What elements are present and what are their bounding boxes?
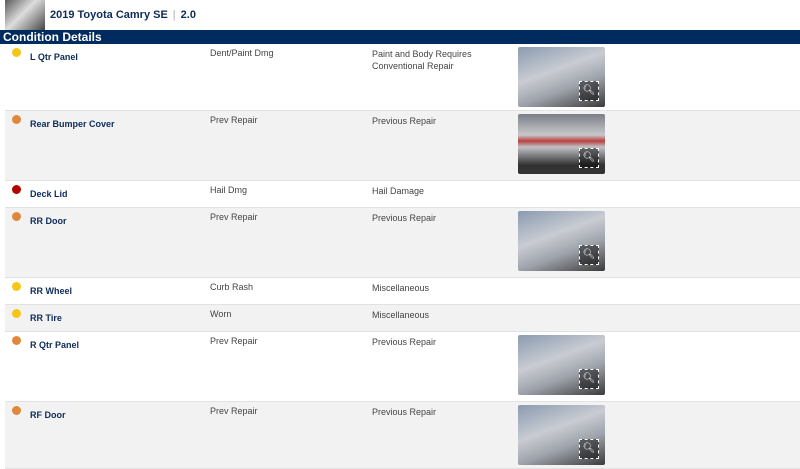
damage-photo[interactable] — [518, 114, 605, 174]
vehicle-header — [0, 0, 800, 30]
repair-action: Hail Damage — [372, 186, 425, 196]
severity-dot-icon — [12, 115, 21, 124]
repair-action: Previous Repair — [372, 213, 437, 223]
damage-type: Prev Repair — [210, 406, 258, 416]
damage-photo[interactable] — [518, 405, 605, 465]
magnify-icon[interactable]: 🔍︎ — [579, 439, 599, 459]
condition-list — [5, 44, 800, 469]
damage-type: Prev Repair — [210, 115, 258, 125]
severity-dot-icon — [12, 212, 21, 221]
vehicle-name: 2019 Toyota Camry SE — [50, 9, 168, 21]
part-name: L Qtr Panel — [30, 52, 78, 62]
vehicle-title — [50, 9, 196, 21]
condition-row — [5, 305, 800, 332]
damage-photo[interactable] — [518, 47, 605, 107]
severity-dot-icon — [12, 309, 21, 318]
damage-type: Worn — [210, 309, 232, 319]
condition-row — [5, 402, 800, 469]
severity-dot-icon — [12, 336, 21, 345]
separator: | — [172, 9, 176, 21]
damage-type: Prev Repair — [210, 212, 258, 222]
repair-action: Paint and Body Requires Conventional Repair — [372, 49, 472, 71]
part-name: RR Door — [30, 216, 67, 226]
repair-action: Previous Repair — [372, 337, 437, 347]
part-name: R Qtr Panel — [30, 340, 80, 350]
condition-grade: 2.0 — [180, 9, 196, 21]
condition-row — [5, 332, 800, 402]
part-name: Deck Lid — [30, 189, 68, 199]
severity-dot-icon — [12, 406, 21, 415]
section-title: Condition Details — [0, 30, 800, 44]
magnify-icon[interactable]: 🔍︎ — [579, 148, 599, 168]
damage-photo[interactable] — [518, 211, 605, 271]
damage-type: Hail Dmg — [210, 185, 248, 195]
damage-photo[interactable] — [518, 335, 605, 395]
condition-row — [5, 278, 800, 305]
severity-dot-icon — [12, 282, 21, 291]
part-name: Rear Bumper Cover — [30, 119, 115, 129]
part-name: RF Door — [30, 410, 66, 420]
severity-dot-icon — [12, 185, 21, 194]
condition-row — [5, 44, 800, 111]
condition-row — [5, 208, 800, 278]
condition-row — [5, 111, 800, 181]
vehicle-thumbnail[interactable] — [5, 0, 45, 30]
repair-action: Miscellaneous — [372, 310, 430, 320]
repair-action: Miscellaneous — [372, 283, 430, 293]
repair-action: Previous Repair — [372, 116, 437, 126]
magnify-icon[interactable]: 🔍︎ — [579, 245, 599, 265]
damage-type: Dent/Paint Dmg — [210, 48, 274, 58]
damage-type: Curb Rash — [210, 282, 254, 292]
magnify-icon[interactable]: 🔍︎ — [579, 369, 599, 389]
part-name: RR Tire — [30, 313, 62, 323]
magnify-icon[interactable]: 🔍︎ — [579, 81, 599, 101]
damage-type: Prev Repair — [210, 336, 258, 346]
severity-dot-icon — [12, 48, 21, 57]
condition-row — [5, 181, 800, 208]
repair-action: Previous Repair — [372, 407, 437, 417]
part-name: RR Wheel — [30, 286, 73, 296]
